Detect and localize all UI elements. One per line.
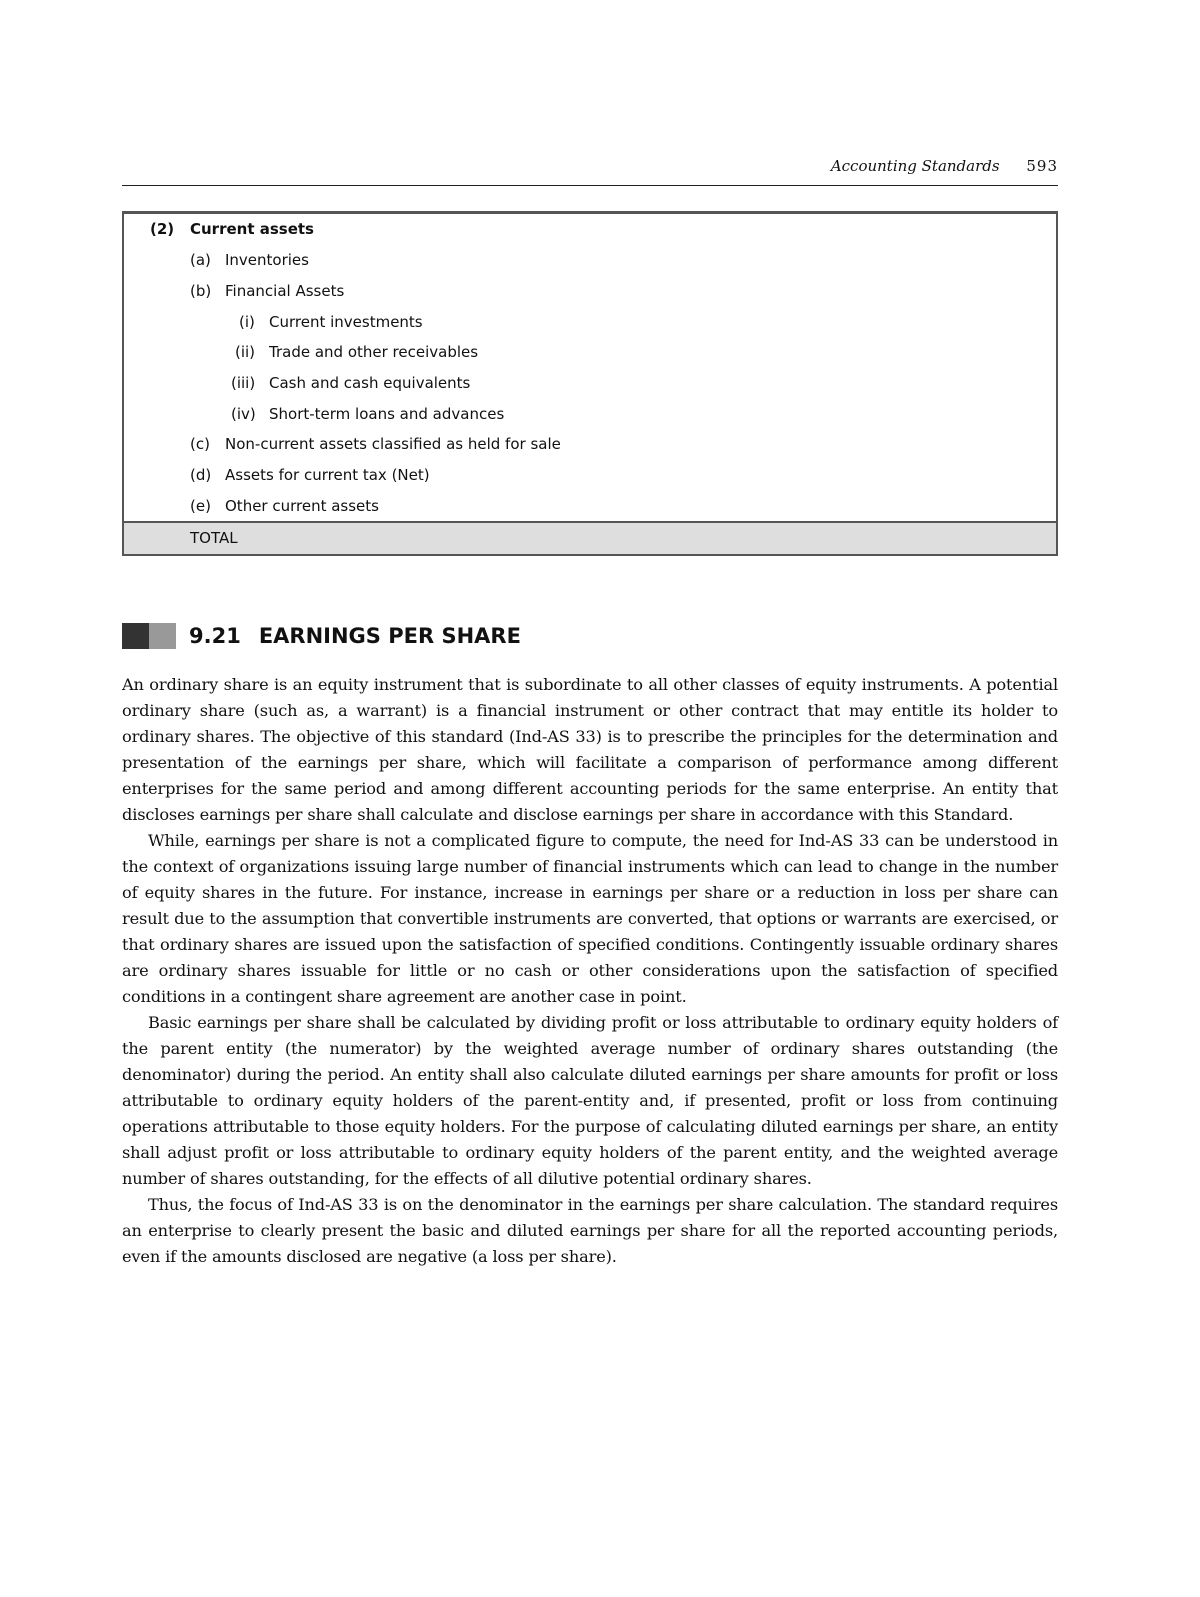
- paragraph: An ordinary share is an equity instrument that is subordinate to all other classes of equity instruments. A potential ordinary share (such as, a warrant) is a financial instrument or other contract that may entitle its holder to ordinary shares. The objective of this standard (Ind-AS 33) is to prescribe the principles for the determination and presentation of the earnings per share, which will facilitate a comparison of performance among different enterprises for the same period and among different accounting periods for the same enterprise. An entity that discloses earnings per share shall calculate and disclose earnings per share in accordance with this Standard.: [122, 675, 1058, 824]
- row-label: Current investments: [269, 313, 423, 331]
- table-row: [190, 278, 344, 304]
- section-number: 9.21: [189, 624, 241, 648]
- table-row: [190, 431, 561, 457]
- row-marker: (iii): [231, 374, 256, 392]
- row-label: Cash and cash equivalents: [269, 374, 471, 392]
- section-title: [189, 620, 521, 652]
- table-row: [239, 309, 423, 335]
- paragraph: While, earnings per share is not a complicated figure to compute, the need for Ind-AS 33 can be understood in the context of organizations issuing large number of financial instruments which can lead to change in the number of equity shares in the future. For instance, increase in earnings per share or a reduction in loss per share can result due to the assumption that convertible instruments are converted, that options or warrants are exercised, or that ordinary shares are issued upon the satisfaction of specified conditions. Contingently issuable ordinary shares are ordinary shares issuable for little or no cash or other considerations upon the satisfaction of specified conditions in a contingent share agreement are another case in point.: [122, 831, 1058, 1006]
- heading-marker-light: [149, 623, 176, 649]
- running-head-title: Accounting Standards: [830, 157, 1000, 175]
- paragraph: Basic earnings per share shall be calculated by dividing profit or loss attributable to ordinary equity holders of the parent entity (the numerator) by the weighted average number of ordinary shares outstanding (the denominator) during the period. An entity shall also calculate diluted earnings per share amounts for profit or loss attributable to ordinary equity holders of the parent-entity and, if presented, profit or loss from continuing operations attributable to those equity holders. For the purpose of calculating diluted earnings per share, an entity shall adjust profit or loss attributable to ordinary equity holders of the parent entity, and the weighted average number of shares outstanding, for the effects of all dilutive potential ordinary shares.: [122, 1013, 1058, 1188]
- table-row: [231, 370, 470, 396]
- row-marker: (d): [190, 466, 212, 484]
- row-marker: (c): [190, 435, 210, 453]
- table-row: [190, 462, 430, 488]
- table-row: [231, 401, 504, 427]
- row-marker: (b): [190, 282, 212, 300]
- heading-marker-dark: [122, 623, 149, 649]
- total-label: TOTAL: [190, 529, 238, 547]
- paragraph: Thus, the focus of Ind-AS 33 is on the denominator in the earnings per share calculation. The standard requires an enterprise to clearly present the basic and diluted earnings per share for all the reported accounting periods, even if the amounts disclosed are negative (a loss per share).: [122, 1195, 1058, 1266]
- table-row: [235, 339, 478, 365]
- current-assets-table: [122, 211, 1058, 556]
- row-label: Non-current assets classified as held for sale: [225, 435, 561, 453]
- table-row: [190, 247, 309, 273]
- table-section-row: [150, 216, 314, 242]
- row-marker: (e): [190, 497, 211, 515]
- body-text: [122, 672, 1058, 1270]
- table-row: [190, 493, 379, 519]
- row-label: Trade and other receivables: [269, 343, 479, 361]
- row-label: Other current assets: [225, 497, 379, 515]
- page-number: 593: [1026, 157, 1058, 175]
- row-marker: (iv): [231, 405, 256, 423]
- section-title: Current assets: [190, 220, 314, 238]
- page-header: [122, 155, 1058, 186]
- running-head: [831, 157, 1058, 175]
- row-marker: (ii): [235, 343, 256, 361]
- table-total-row: [124, 521, 1056, 554]
- section-marker: (2): [150, 220, 175, 238]
- row-label: Inventories: [225, 251, 309, 269]
- section-heading: [122, 620, 1058, 652]
- row-marker: (i): [239, 313, 255, 331]
- row-label: Assets for current tax (Net): [225, 466, 430, 484]
- row-marker: (a): [190, 251, 211, 269]
- section-name: EARNINGS PER SHARE: [258, 624, 521, 648]
- row-label: Short-term loans and advances: [269, 405, 505, 423]
- row-label: Financial Assets: [225, 282, 345, 300]
